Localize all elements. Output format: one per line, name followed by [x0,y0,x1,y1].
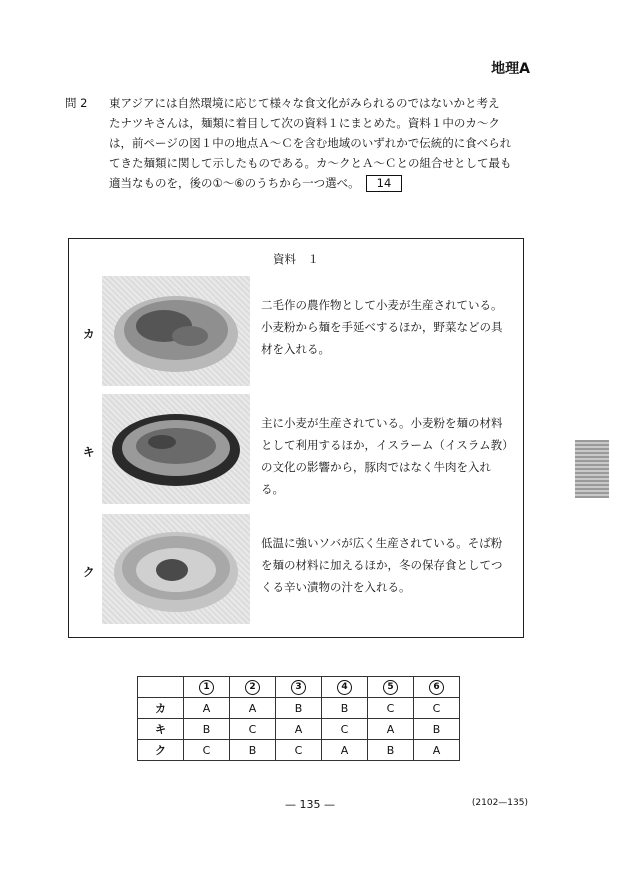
row-label: キ [83,445,95,459]
table-cell: B [322,698,368,719]
material-panel [68,238,524,638]
material-row [69,276,523,388]
table-cell: B [368,740,414,761]
description-line: 材を入れる。 [261,342,330,356]
description-line: を麺の材料に加えるほか，冬の保存食としてつ [261,558,503,572]
description-line: る。 [261,482,284,496]
question-text [65,93,535,193]
table-cell: C [414,698,460,719]
description-line: 主に小麦が生産されている。小麦粉を麺の材料 [261,416,503,430]
noodle-plate-photo-icon [102,394,250,504]
table-header-row [138,677,460,698]
table-row-label: カ [138,698,184,719]
section-side-tab [575,440,609,498]
description-line: の文化の影響から，豚肉ではなく牛肉を入れ [261,460,491,474]
table-cell: C [276,740,322,761]
table-cell: B [414,719,460,740]
table-header-cell: 4 [322,677,368,698]
question-line: は，前ページの図１中の地点Ａ～Ｃを含む地域のいずれかで伝統的に食べられ [109,136,512,150]
material-row [69,514,523,626]
table-cell: A [414,740,460,761]
page-code: (2102—135) [471,798,528,808]
table-cell: C [230,719,276,740]
table-row-label: キ [138,719,184,740]
description-line: 小麦粉から麺を手延べするほか，野菜などの具 [261,320,503,334]
table-cell: A [368,719,414,740]
page-number: — 135 — [285,798,335,811]
noodle-soup-bowl-photo-icon [102,514,250,624]
noodle-bowl-photo-icon [102,276,250,386]
table-cell: A [276,719,322,740]
question-line: 適当なものを，後の①～⑥のうちから一つ選べ。 [109,176,360,190]
material-title: 資料 １ [273,252,319,266]
table-header-cell: 5 [368,677,414,698]
row-description [261,532,517,598]
table-row [138,719,460,740]
table-cell: A [322,740,368,761]
description-line: として利用するほか，イスラーム（イスラム教） [261,438,514,452]
question-line: たナツキさんは，麺類に着目して次の資料１にまとめた。資料１中のカ～ク [109,116,500,130]
table-header-cell: 6 [414,677,460,698]
material-row [69,394,523,506]
table-row [138,740,460,761]
row-label: ク [83,565,95,579]
table-cell: B [230,740,276,761]
table-cell: C [322,719,368,740]
choice-table [137,676,460,761]
table-cell: A [230,698,276,719]
description-line: くる辛い漬物の汁を入れる。 [261,580,411,594]
table-header-cell: 2 [230,677,276,698]
question-label: 問 2 [65,96,88,110]
row-label: カ [83,327,95,341]
question-line: 東アジアには自然環境に応じて様々な食文化がみられるのではないかと考え [109,96,500,110]
row-description [261,412,517,500]
row-description [261,294,517,360]
table-header-cell: 3 [276,677,322,698]
table-cell: C [184,740,230,761]
table-corner-cell [138,677,184,698]
description-line: 二毛作の農作物として小麦が生産されている。 [261,298,503,312]
table-row [138,698,460,719]
table-cell: B [276,698,322,719]
description-line: 低温に強いソバが広く生産されている。そば粉 [261,536,503,550]
subject-title: 地理A [491,61,530,77]
question-line: てきた麺類に関して示したものである。カ～クとＡ～Ｃとの組合せとして最も [109,156,512,170]
answer-number-box: 14 [366,175,403,192]
table-row-label: ク [138,740,184,761]
table-cell: A [184,698,230,719]
table-cell: B [184,719,230,740]
table-cell: C [368,698,414,719]
table-header-cell: 1 [184,677,230,698]
